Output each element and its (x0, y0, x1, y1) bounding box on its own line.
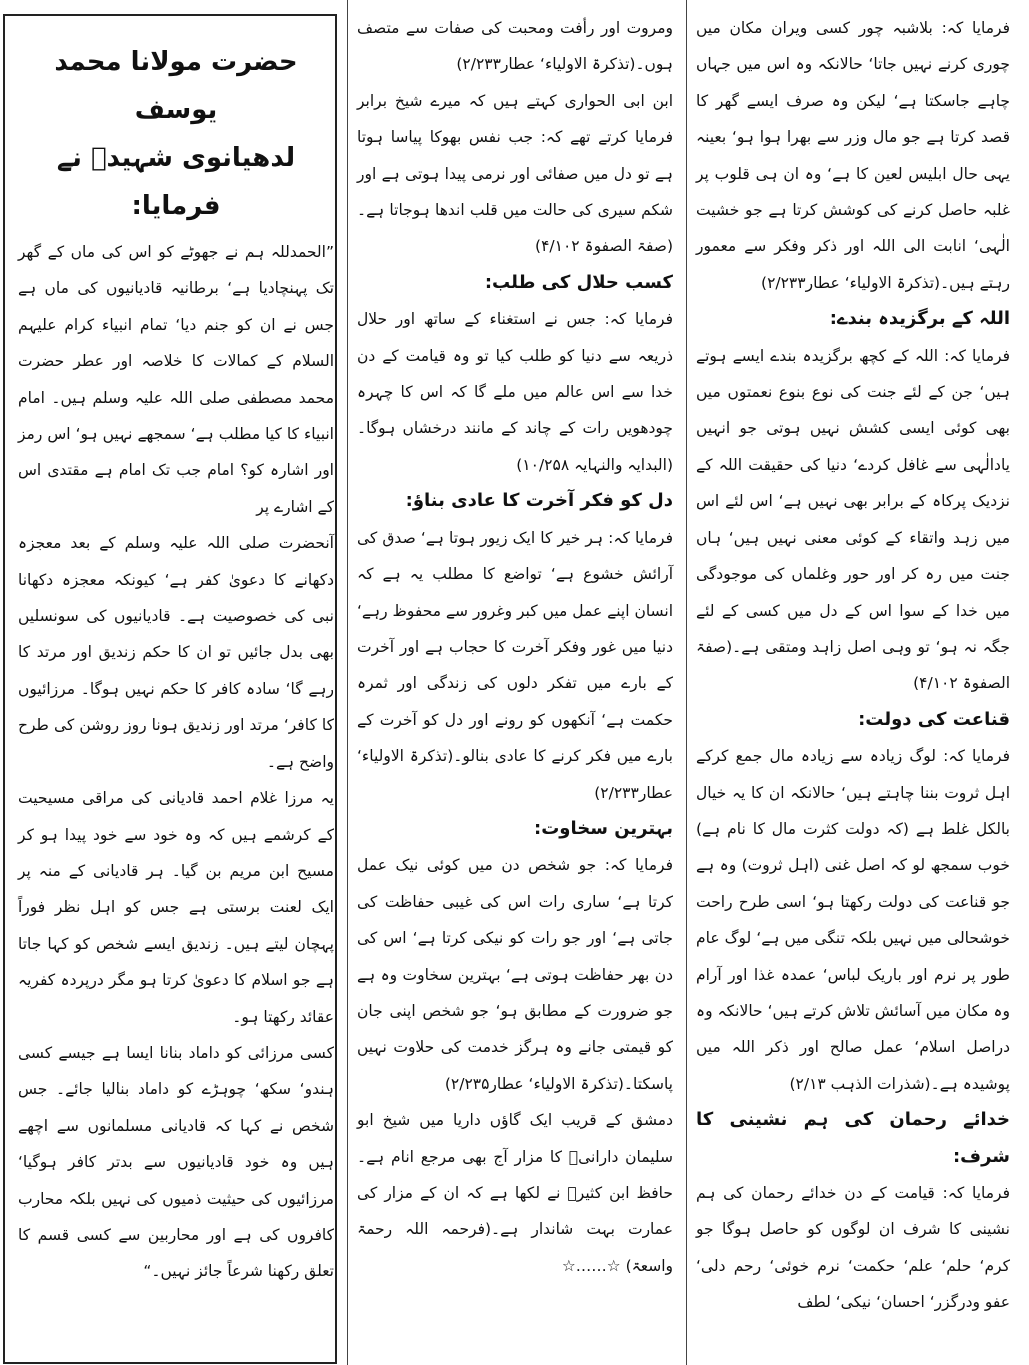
middle-para-4: فرمایا کہ: ہر خیر کا ایک زیور ہوتا ہے‘ صدق کی آرائش خشوع ہے‘ تواضع کا مطلب یہ ہے کہ انسان اپنے عمل میں کبر وغرور سے محفوظ رہے‘ دنیا میں غور وفکر آخرت کا حجاب ہے اور آخرت کے بارے میں تفکر دلوں کی زندگی اور ثمرہ حکمت ہے‘ آنکھوں کو رونے اور دل کو آخرت کے بارے میں فکر کرنے کا عادی بنالو۔(تذکرۃ الاولیاء‘ عطار۲/۲۳۳) (357, 528, 673, 802)
left-para-3: یہ مرزا غلام احمد قادیانی کی مراقی مسیحیت کے کرشمے ہیں کہ وہ خود سے خود پیدا ہو کر مسیح ابن مریم بن گیا۔ ہر قادیانی کے منہ پر ایک لعنت برستی ہے جس کو اہل نظر فوراً پہچان لیتے ہیں۔ زندیق ایسے شخص کو کہا جاتا ہے جو اسلام کا دعویٰ کرتا ہو مگر درپردہ کفریہ عقائد رکھتا ہو۔ (18, 789, 334, 1026)
heading-best-generosity: بہترین سخاوت: (534, 817, 673, 839)
right-para-3: فرمایا کہ: لوگ زیادہ سے زیادہ مال جمع کرکے اہل ثروت بننا چاہتے ہیں‘ حالانکہ ان کا یہ خیال بالکل غلط ہے (کہ دولت کثرت مال کا نام ہے) خوب سمجھ لو کہ اصل غنی (اہل ثروت) وہ ہے جو قناعت کی دولت رکھتا ہو‘ اسی طرح راحت خوشحالی میں نہیں بلکہ تنگی میں ہے‘ لوگ عام طور پر نرم اور باریک لباس‘ عمدہ غذا اور آرام وہ مکان میں آسائش تلاش کرتے ہیں‘ حالانکہ وہ دراصل اسلام‘ عمل صالح اور ذکر اللہ میں پوشیدہ ہے۔(شذرات الذہب ۲/۱۳) (696, 747, 1010, 1093)
heading-wealth-of-contentment: قناعت کی دولت: (858, 708, 1010, 730)
middle-para-6: دمشق کے قریب ایک گاؤں داریا میں شیخ ابو سلیمان دارانیؒ کا مزار آج بھی مرجع انام ہے۔ حافظ ابن کثیرؒ نے لکھا ہے کہ ان کے مزار کی عمارت بہت شاندار ہے۔(فرحمہ اللہ رحمۃ واسعۃ) ☆……☆ (357, 1111, 673, 1275)
heading-chosen-servants: اللہ کے برگزیدہ بندے: (829, 308, 1010, 330)
right-para-1: فرمایا کہ: بلاشبہ چور کسی ویران مکان میں چوری کرنے نہیں جاتا‘ حالانکہ وہ اس میں جہاں چاہے جاسکتا ہے‘ لیکن وہ صرف ایسے گھر کا قصد کرتا ہے جو مال وزر سے بھرا ہوا ہو‘ بعینہ یہی حال ابلیس لعین کا ہے‘ وہ ان ہی قلوب پر غلبہ حاصل کرنے کی کوشش کرتا ہے جو خشیت الٰہی‘ انابت الی اللہ اور ذکر وفکر سے معمور رہتے ہیں۔(تذکرۃ الاولیاء‘ عطار۲/۲۳۳) (696, 19, 1010, 292)
middle-column (355, 0, 677, 1365)
box-title-line-2: لدھیانوی شہیدؒ نے فرمایا: (56, 143, 296, 221)
column-divider-right (686, 0, 687, 1365)
box-title-line-1: حضرت مولانا محمد یوسف (54, 47, 298, 125)
right-para-4: فرمایا کہ: قیامت کے دن خدائے رحمان کی ہم نشینی کا شرف ان لوگوں کو حاصل ہوگا جو کرم‘ حلم‘ علم‘ حکمت‘ نرم خوئی‘ رحم دلی‘ عفو ودرگزر‘ احسان‘ نیکی‘ لطف (696, 1184, 1010, 1312)
box-title (18, 38, 334, 230)
heading-companionship: خدائے رحمان کی ہم نشینی کا شرف: (696, 1109, 1010, 1167)
middle-para-2: ابن ابی الحواری کہتے ہیں کہ میرے شیخ برابر فرمایا کرتے تھے کہ: جب نفس بھوکا پیاسا ہوتا ہے تو دل میں صفائی اور نرمی پیدا ہوتی ہے اور شکم سیری کی حالت میں قلب اندھا ہوجاتا ہے۔(صفۃ الصفوۃ ۴/۱۰۲) (357, 91, 673, 256)
middle-para-1: ومروت اور رأفت ومحبت کی صفات سے متصف ہوں۔(تذکرۃ الاولیاء‘ عطار۲/۲۳۳) (357, 19, 673, 74)
heading-halal-earning: کسب حلال کی طلب: (484, 271, 673, 293)
left-para-4: کسی مرزائی کو داماد بنانا ایسا ہے جیسے کسی ہندو‘ سکھ‘ چوہڑے کو داماد بنالیا جائے۔ جس شخص نے کہا کہ قادیانی مسلمانوں سے اچھے ہیں وہ خود قادیانیوں سے بدتر کافر ہوگیا‘ مرزائیوں کی حیثیت ذمیوں کی نہیں بلکہ محارب کافروں کی ہے اور محاربین سے کسی قسم کا تعلق رکھنا شرعاً جائز نہیں۔“ (18, 1043, 334, 1281)
column-divider-left (347, 0, 348, 1365)
left-column (10, 0, 342, 1365)
middle-para-5: فرمایا کہ: جو شخص دن میں کوئی نیک عمل کرتا ہے‘ ساری رات اس کی غیبی حفاظت کی جاتی ہے‘ اور جو رات کو نیکی کرتا ہے‘ اس کی دن بھر حفاظت ہوتی ہے‘ بہترین سخاوت وہ ہے جو ضرورت کے مطابق ہو‘ جو شخص اپنی جان کو قیمتی جانے وہ ہرگز خدمت کی حلاوت نہیں پاسکتا۔(تذکرۃ الاولیاء‘ عطار۲/۲۳۵) (357, 856, 673, 1093)
right-para-2: فرمایا کہ: اللہ کے کچھ برگزیدہ بندے ایسے ہوتے ہیں‘ جن کے لئے جنت کی نوع بنوع نعمتوں میں بھی کوئی ایسی کشش نہیں ہوتی جو انہیں یادالٰہی سے غافل کردے‘ دنیا کی حقیقت اللہ کے نزدیک پرکاہ کے برابر بھی نہیں ہے‘ اس لئے اس میں زہد واتقاء کے کوئی معنی نہیں ہیں‘ ہاں جنت میں رہ کر اور حور وغلماں کی موجودگی میں خدا کے سوا اس کے دل میں کسی کے لئے جگہ نہ ہو‘ تو وہی اصل زاہد ومتقی ہے۔(صفۃ الصفوۃ ۴/۱۰۲) (696, 346, 1010, 693)
left-para-2: آنحضرت صلی اللہ علیہ وسلم کے بعد معجزہ دکھانے کا دعویٰ کفر ہے‘ کیونکہ معجزہ دکھانا نبی کی خصوصیت ہے۔ قادیانیوں کی سونسلیں بھی بدل جائیں تو ان کا حکم زندیق اور مرتد کا رہے گا‘ سادہ کافر کا حکم نہیں ہوگا۔ مرزائیوں کا کافر‘ مرتد اور زندیق ہونا روز روشن کی طرح واضح ہے۔ (18, 534, 334, 771)
heading-hereafter: دل کو فکر آخرت کا عادی بناؤ: (405, 490, 673, 512)
right-column (694, 0, 1016, 1365)
middle-para-3: فرمایا کہ: جس نے استغناء کے ساتھ اور حلال ذریعہ سے دنیا کو طلب کیا تو وہ قیامت کے دن خدا سے اس عالم میں ملے گا کہ اس کا چہرہ چودھویں رات کے چاند کے مانند درخشاں ہوگا۔(البدایہ والنہایہ ۱۰/۲۵۸) (357, 310, 673, 474)
left-para-1: ”الحمدللہ ہم نے جھوٹے کو اس کی ماں کے گھر تک پہنچادیا ہے‘ برطانیہ قادیانیوں کی ماں ہے جس نے ان کو جنم دیا‘ تمام انبیاء کرام علیہم السلام کے کمالات کا خلاصہ اور عطر حضرت محمد مصطفی صلی اللہ علیہ وسلم ہیں۔ امام انبیاء کا کیا مطلب ہے‘ سمجھے نہیں ہو‘ اس رمز اور اشارہ کو؟ امام جب تک امام ہے مقتدی اس کے اشارے پر (18, 243, 334, 516)
